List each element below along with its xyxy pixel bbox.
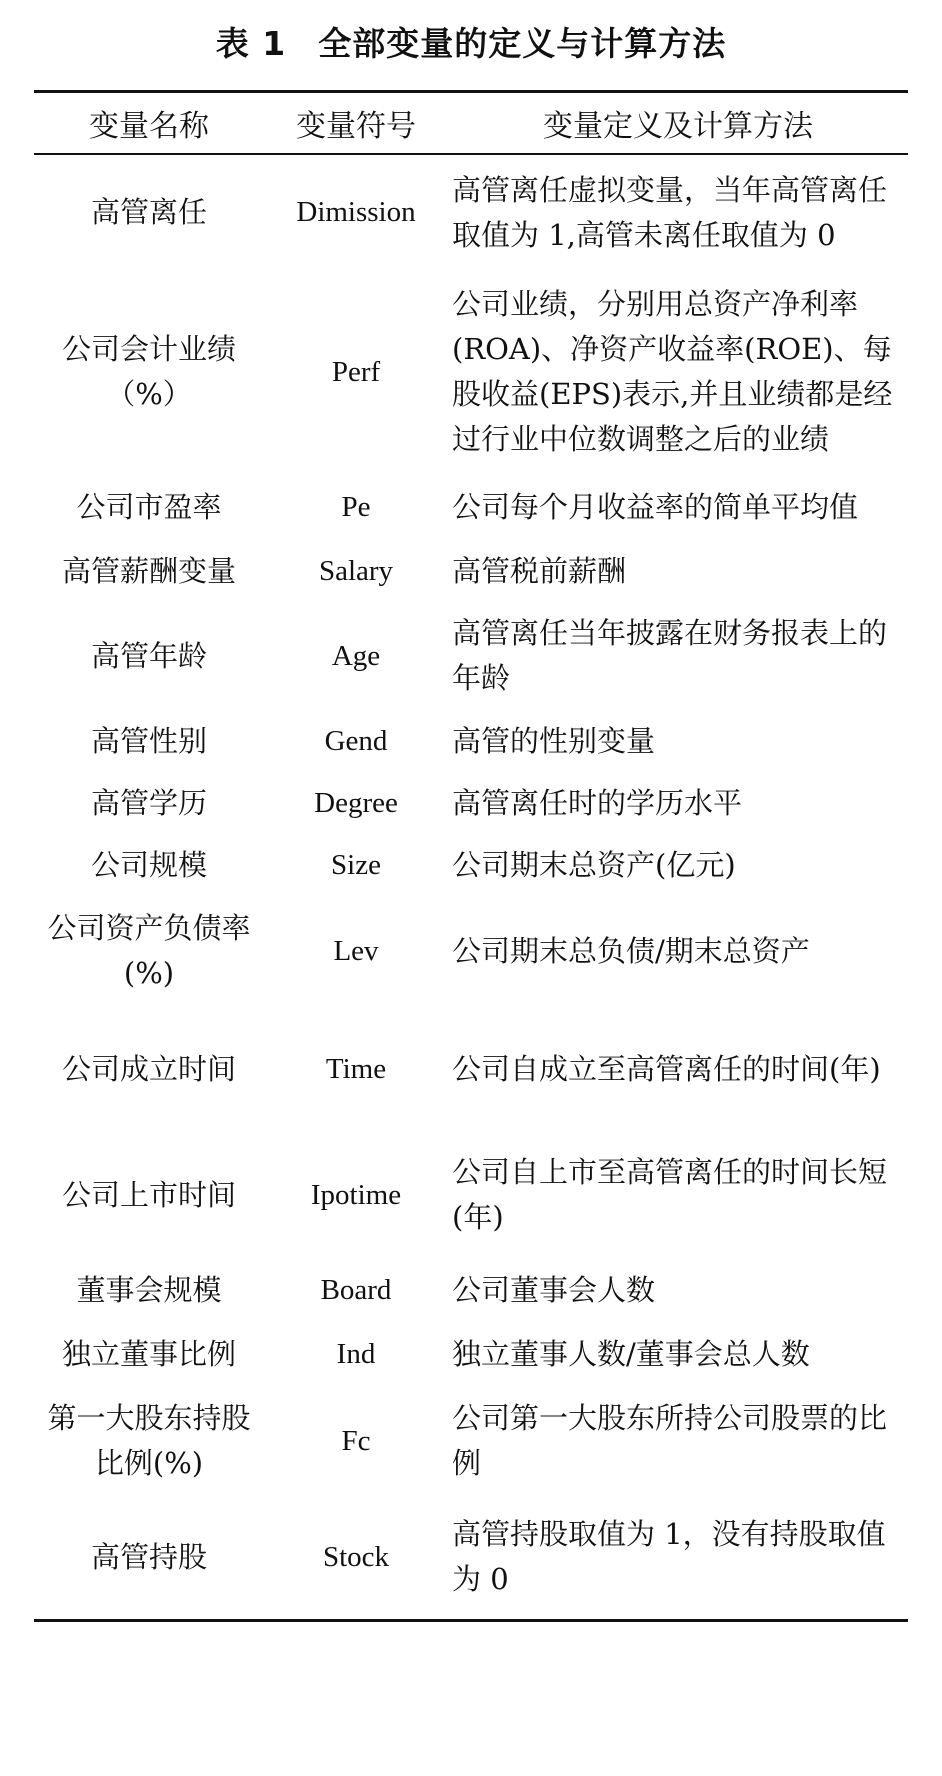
variable-definition: 高管离任时的学历水平	[452, 785, 743, 820]
variable-definition: 独立董事人数/董事会总人数	[452, 1336, 810, 1371]
variable-definition: 公司自成立至高管离任的时间(年)	[452, 1051, 881, 1086]
table-row	[34, 1258, 908, 1322]
variable-definition: 公司自上市至高管离任的时间长短(年)	[452, 1155, 888, 1234]
table-title: 全部变量的定义与计算方法	[318, 24, 727, 63]
variable-definition: 公司期末总负债/期末总资产	[452, 933, 810, 968]
table-row	[34, 1322, 908, 1386]
variable-name: 高管薪酬变量	[61, 553, 236, 588]
variable-symbol: Salary	[318, 554, 394, 587]
header-variable-name: 变量名称	[34, 92, 264, 155]
variable-name: 高管年龄	[90, 638, 207, 673]
variable-name: 独立董事比例	[61, 1336, 236, 1371]
variable-symbol: Size	[331, 848, 381, 881]
variable-symbol: Pe	[341, 490, 371, 523]
variable-symbol: Ipotime	[310, 1178, 402, 1211]
table-row	[34, 772, 908, 834]
table-row	[34, 154, 908, 270]
variable-symbol: Age	[331, 639, 381, 672]
header-row	[34, 92, 908, 155]
variable-name: 高管持股	[34, 1496, 264, 1620]
variable-name: 公司规模	[90, 847, 207, 882]
table-caption	[0, 18, 942, 65]
variable-symbol: Dimission	[296, 196, 416, 228]
variable-symbol: Board	[320, 1273, 392, 1306]
table-number: 表 1	[215, 24, 287, 63]
variable-name: 董事会规模	[76, 1272, 222, 1307]
variable-definition: 公司董事会人数	[452, 1272, 656, 1307]
variable-name: 高管学历	[90, 785, 207, 820]
variable-symbol: Perf	[331, 355, 381, 388]
table-row	[34, 1386, 908, 1496]
variable-symbol: Degree	[314, 786, 398, 819]
variable-definition: 公司业绩，分别用总资产净利率(ROA)、净资产收益率(ROE)、每股收益(EPS)表示,并且业绩都是经过行业中位数调整之后的业绩	[452, 287, 893, 456]
variable-definition: 高管的性别变量	[452, 723, 656, 758]
table-row	[34, 540, 908, 602]
variable-name: 高管离任	[90, 195, 207, 229]
table-row	[34, 270, 908, 474]
variable-name: 公司资产负债率(%)	[47, 911, 251, 990]
variable-name: 公司市盈率	[76, 489, 222, 524]
variable-name: 高管性别	[90, 723, 207, 758]
variable-definition: 高管税前薪酬	[452, 553, 627, 588]
variable-definition-table	[34, 90, 908, 1622]
variable-definition: 高管持股取值为 1，没有持股取值为 0	[448, 1496, 908, 1620]
variable-symbol: Lev	[333, 934, 379, 967]
variable-definition: 公司期末总资产(亿元)	[452, 847, 736, 882]
variable-name: 公司会计业绩（%）	[61, 332, 236, 411]
table-row	[34, 1132, 908, 1258]
variable-definition: 公司每个月收益率的简单平均值	[452, 489, 859, 524]
table-row	[34, 896, 908, 1006]
table-row	[34, 834, 908, 896]
variable-name: 公司成立时间	[61, 1051, 236, 1086]
variable-definition: 高管离任当年披露在财务报表上的年龄	[452, 616, 888, 695]
table-row	[34, 1496, 908, 1620]
variable-symbol: Gend	[324, 724, 388, 757]
header-variable-definition: 变量定义及计算方法	[448, 92, 908, 155]
variable-definition: 高管离任虚拟变量，当年高管离任取值为 1,高管未离任取值为 0	[452, 172, 888, 252]
variable-name: 第一大股东持股比例(%)	[47, 1401, 251, 1480]
table-row	[34, 710, 908, 772]
table-row	[34, 474, 908, 540]
variable-symbol: Fc	[341, 1424, 371, 1457]
header-variable-symbol: 变量符号	[264, 92, 448, 155]
table-row	[34, 1006, 908, 1132]
variable-symbol: Ind	[336, 1337, 376, 1370]
table-row	[34, 602, 908, 710]
variable-symbol: Stock	[264, 1496, 448, 1620]
variable-name: 公司上市时间	[61, 1177, 236, 1212]
variable-definition: 公司第一大股东所持公司股票的比例	[452, 1401, 888, 1480]
variable-symbol: Time	[325, 1052, 387, 1085]
